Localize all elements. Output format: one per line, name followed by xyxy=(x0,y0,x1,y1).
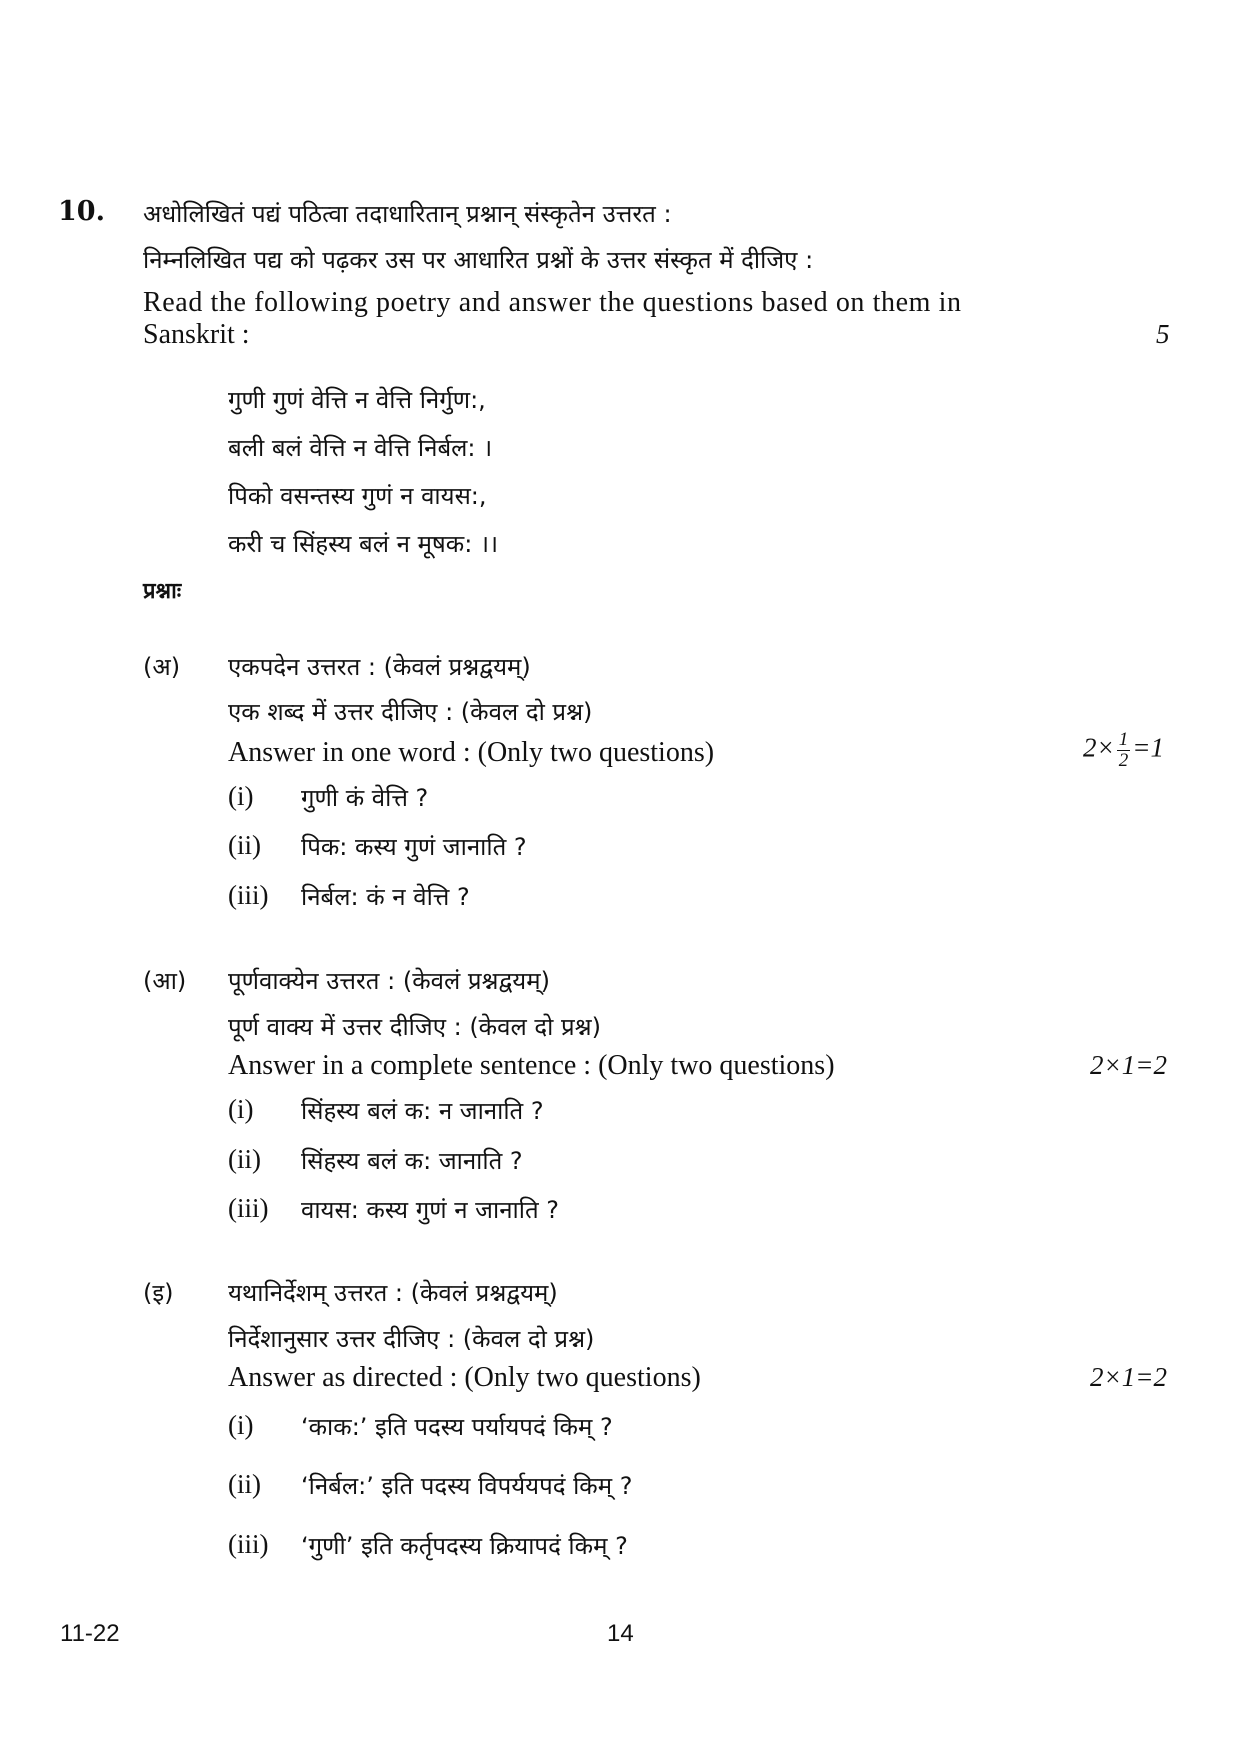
section-title-hindi: एक शब्द में उत्तर दीजिए : (केवल दो प्रश्न) xyxy=(228,698,593,726)
item-number: (iii) xyxy=(228,880,269,910)
item-number: (ii) xyxy=(228,1469,261,1499)
fraction-denominator: 2 xyxy=(1118,750,1129,771)
poem-line: पिको वसन्तस्य गुणं न वायस:, xyxy=(228,482,487,510)
poem-line: करी च सिंहस्य बलं न मूषक: ।। xyxy=(228,530,499,558)
fraction-numerator: 1 xyxy=(1118,729,1129,750)
item-number: (i) xyxy=(228,781,254,811)
marks-fraction xyxy=(1117,730,1131,771)
item-text: सिंहस्य बलं क: न जानाति ? xyxy=(301,1097,544,1125)
item-text: ‘गुणी’ इति कर्तृपदस्य क्रियापदं किम् ? xyxy=(301,1532,628,1560)
section-title-english: Answer as directed : (Only two questions) xyxy=(228,1362,701,1393)
question-number: 10. xyxy=(58,196,105,227)
item-number: (i) xyxy=(228,1094,254,1124)
poem-line: बली बलं वेत्ति न वेत्ति निर्बल: । xyxy=(228,434,493,462)
instruction-english-line1: Read the following poetry and answer the questions based on them in xyxy=(143,287,962,318)
section-label: (आ) xyxy=(143,967,187,995)
section-marks: 2×1=2 xyxy=(1090,1362,1167,1392)
section-title-english: Answer in one word : (Only two questions) xyxy=(228,737,715,768)
item-text: सिंहस्य बलं क: जानाति ? xyxy=(301,1147,523,1175)
section-label: (अ) xyxy=(143,653,181,681)
marks-prefix: 2× xyxy=(1083,732,1115,763)
item-text: गुणी कं वेत्ति ? xyxy=(301,784,429,812)
item-number: (iii) xyxy=(228,1193,269,1223)
item-text: पिक: कस्य गुणं जानाति ? xyxy=(301,833,527,861)
item-number: (i) xyxy=(228,1410,254,1440)
section-title-english: Answer in a complete sentence : (Only two questions) xyxy=(228,1050,835,1081)
item-text: निर्बल: कं न वेत्ति ? xyxy=(301,883,470,911)
item-text: ‘निर्बल:’ इति पदस्य विपर्ययपदं किम् ? xyxy=(301,1472,633,1500)
instruction-hindi: निम्नलिखित पद्य को पढ़कर उस पर आधारित प्रश्नों के उत्तर संस्कृत में दीजिए : xyxy=(143,246,814,274)
section-title-sanskrit: पूर्णवाक्येन उत्तरत : (केवलं प्रश्नद्वयम्) xyxy=(228,967,550,995)
section-title-hindi: निर्देशानुसार उत्तर दीजिए : (केवल दो प्रश्न) xyxy=(228,1325,595,1353)
section-marks xyxy=(1083,730,1164,771)
marks-suffix: =1 xyxy=(1132,732,1164,763)
questions-heading: प्रश्नाः xyxy=(143,579,182,604)
section-title-sanskrit: यथानिर्देशम् उत्तरत : (केवलं प्रश्नद्वयम्) xyxy=(228,1279,558,1307)
section-title-sanskrit: एकपदेन उत्तरत : (केवलं प्रश्नद्वयम्) xyxy=(228,653,531,681)
item-number: (iii) xyxy=(228,1529,269,1559)
section-marks: 2×1=2 xyxy=(1090,1050,1167,1080)
item-number: (ii) xyxy=(228,830,261,860)
paper-code: 11-22 xyxy=(60,1620,120,1647)
poem-line: गुणी गुणं वेत्ति न वेत्ति निर्गुण:, xyxy=(228,386,486,414)
item-text: ‘काक:’ इति पदस्य पर्यायपदं किम् ? xyxy=(301,1413,613,1441)
instruction-english-line2: Sanskrit : xyxy=(143,319,250,350)
question-marks: 5 xyxy=(1156,319,1170,349)
instruction-sanskrit: अधोलिखितं पद्यं पठित्वा तदाधारितान् प्रश्नान् संस्कृतेन उत्तरत : xyxy=(143,200,672,228)
section-title-hindi: पूर्ण वाक्य में उत्तर दीजिए : (केवल दो प्रश्न) xyxy=(228,1013,601,1041)
item-text: वायस: कस्य गुणं न जानाति ? xyxy=(301,1196,560,1224)
section-label: (इ) xyxy=(143,1279,174,1307)
item-number: (ii) xyxy=(228,1144,261,1174)
page-number: 14 xyxy=(607,1620,634,1647)
